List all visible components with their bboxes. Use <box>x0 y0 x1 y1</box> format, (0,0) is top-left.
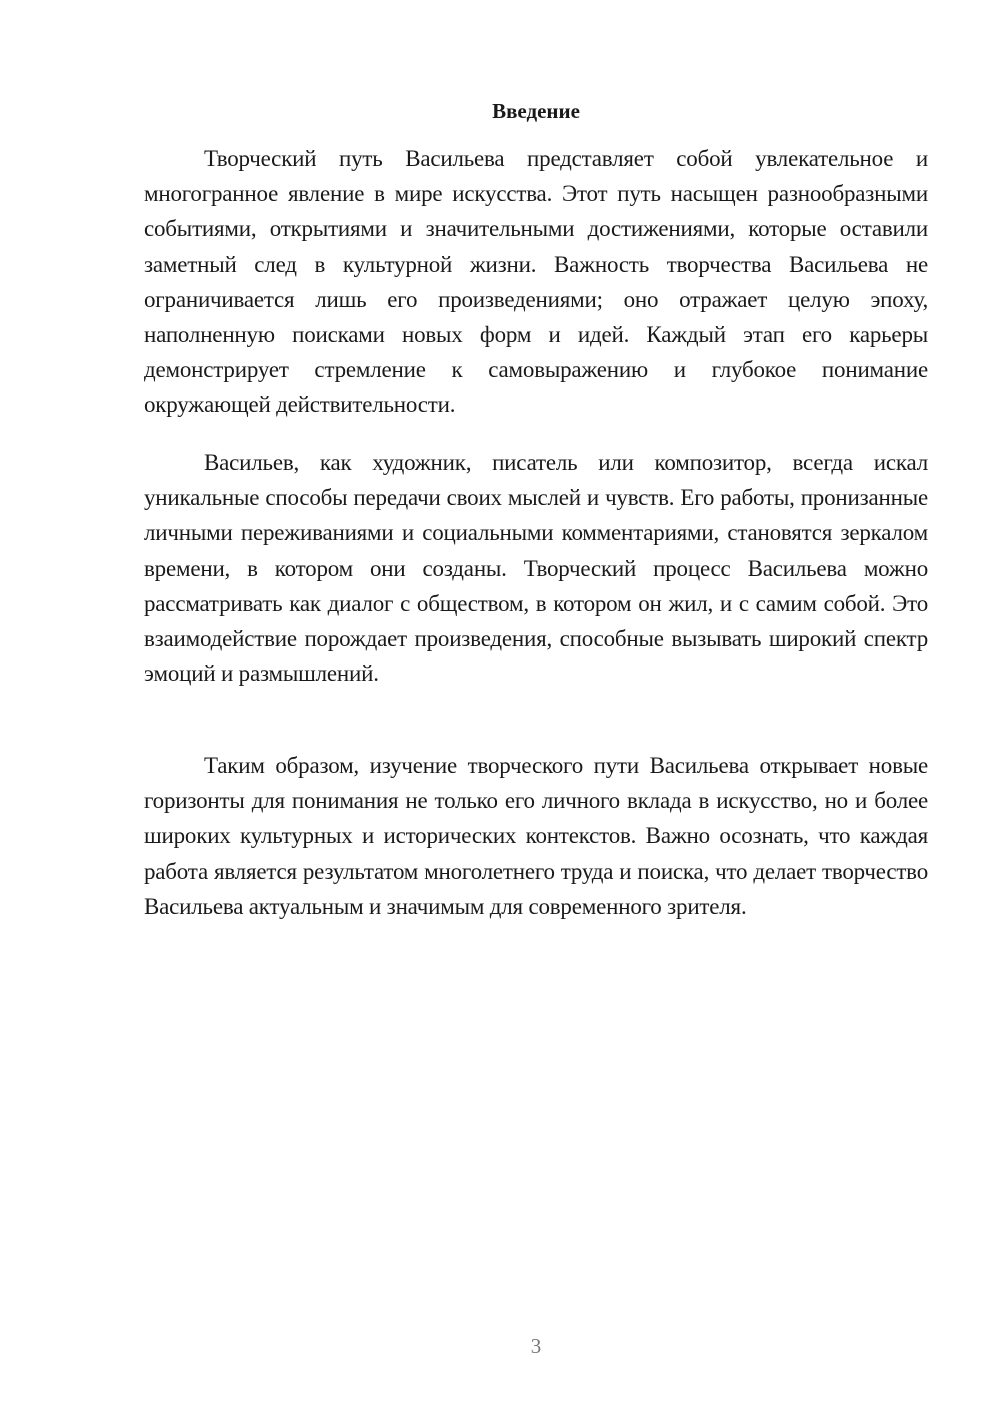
paragraph-2: Васильев, как художник, писатель или композитор, всегда искал уникальные способы передачи своих мыслей и чувств. Его работы, пронизанные личными переживаниями и социальными комментариями, становятся зеркалом времени, в котором они созданы. Творческий процесс Васильева можно рассматривать как диалог с обществом, в котором он жил, и с самим собой. Это взаимодействие порождает произведения, способные вызывать широкий спектр эмоций и размышлений. <box>144 450 928 687</box>
paragraph-1: Творческий путь Васильева представляет собой увлекательное и многогранное явление в мире искусства. Этот путь насыщен разнообразными событиями, открытиями и значительными достижениями, которые оставили заметный след в культурной жизни. Важность творчества Васильева не ограничивается лишь его произведениями; оно отражает целую эпоху, наполненную поисками новых форм и идей. Каждый этап его карьеры демонстрирует стремление к самовыражению и глубокое понимание окружающей действительности. <box>144 146 928 418</box>
page-number: 3 <box>530 1334 542 1358</box>
section-heading: Введение <box>492 99 580 123</box>
paragraph-3: Таким образом, изучение творческого пути Васильева открывает новые горизонты для понимания не только его личного вклада в искусство, но и более широких культурных и исторических контекстов. Важно осознать, что каждая работа является результатом многолетнего труда и поиска, что делает творчество Васильева актуальным и значимым для современного зрителя. <box>144 753 928 919</box>
